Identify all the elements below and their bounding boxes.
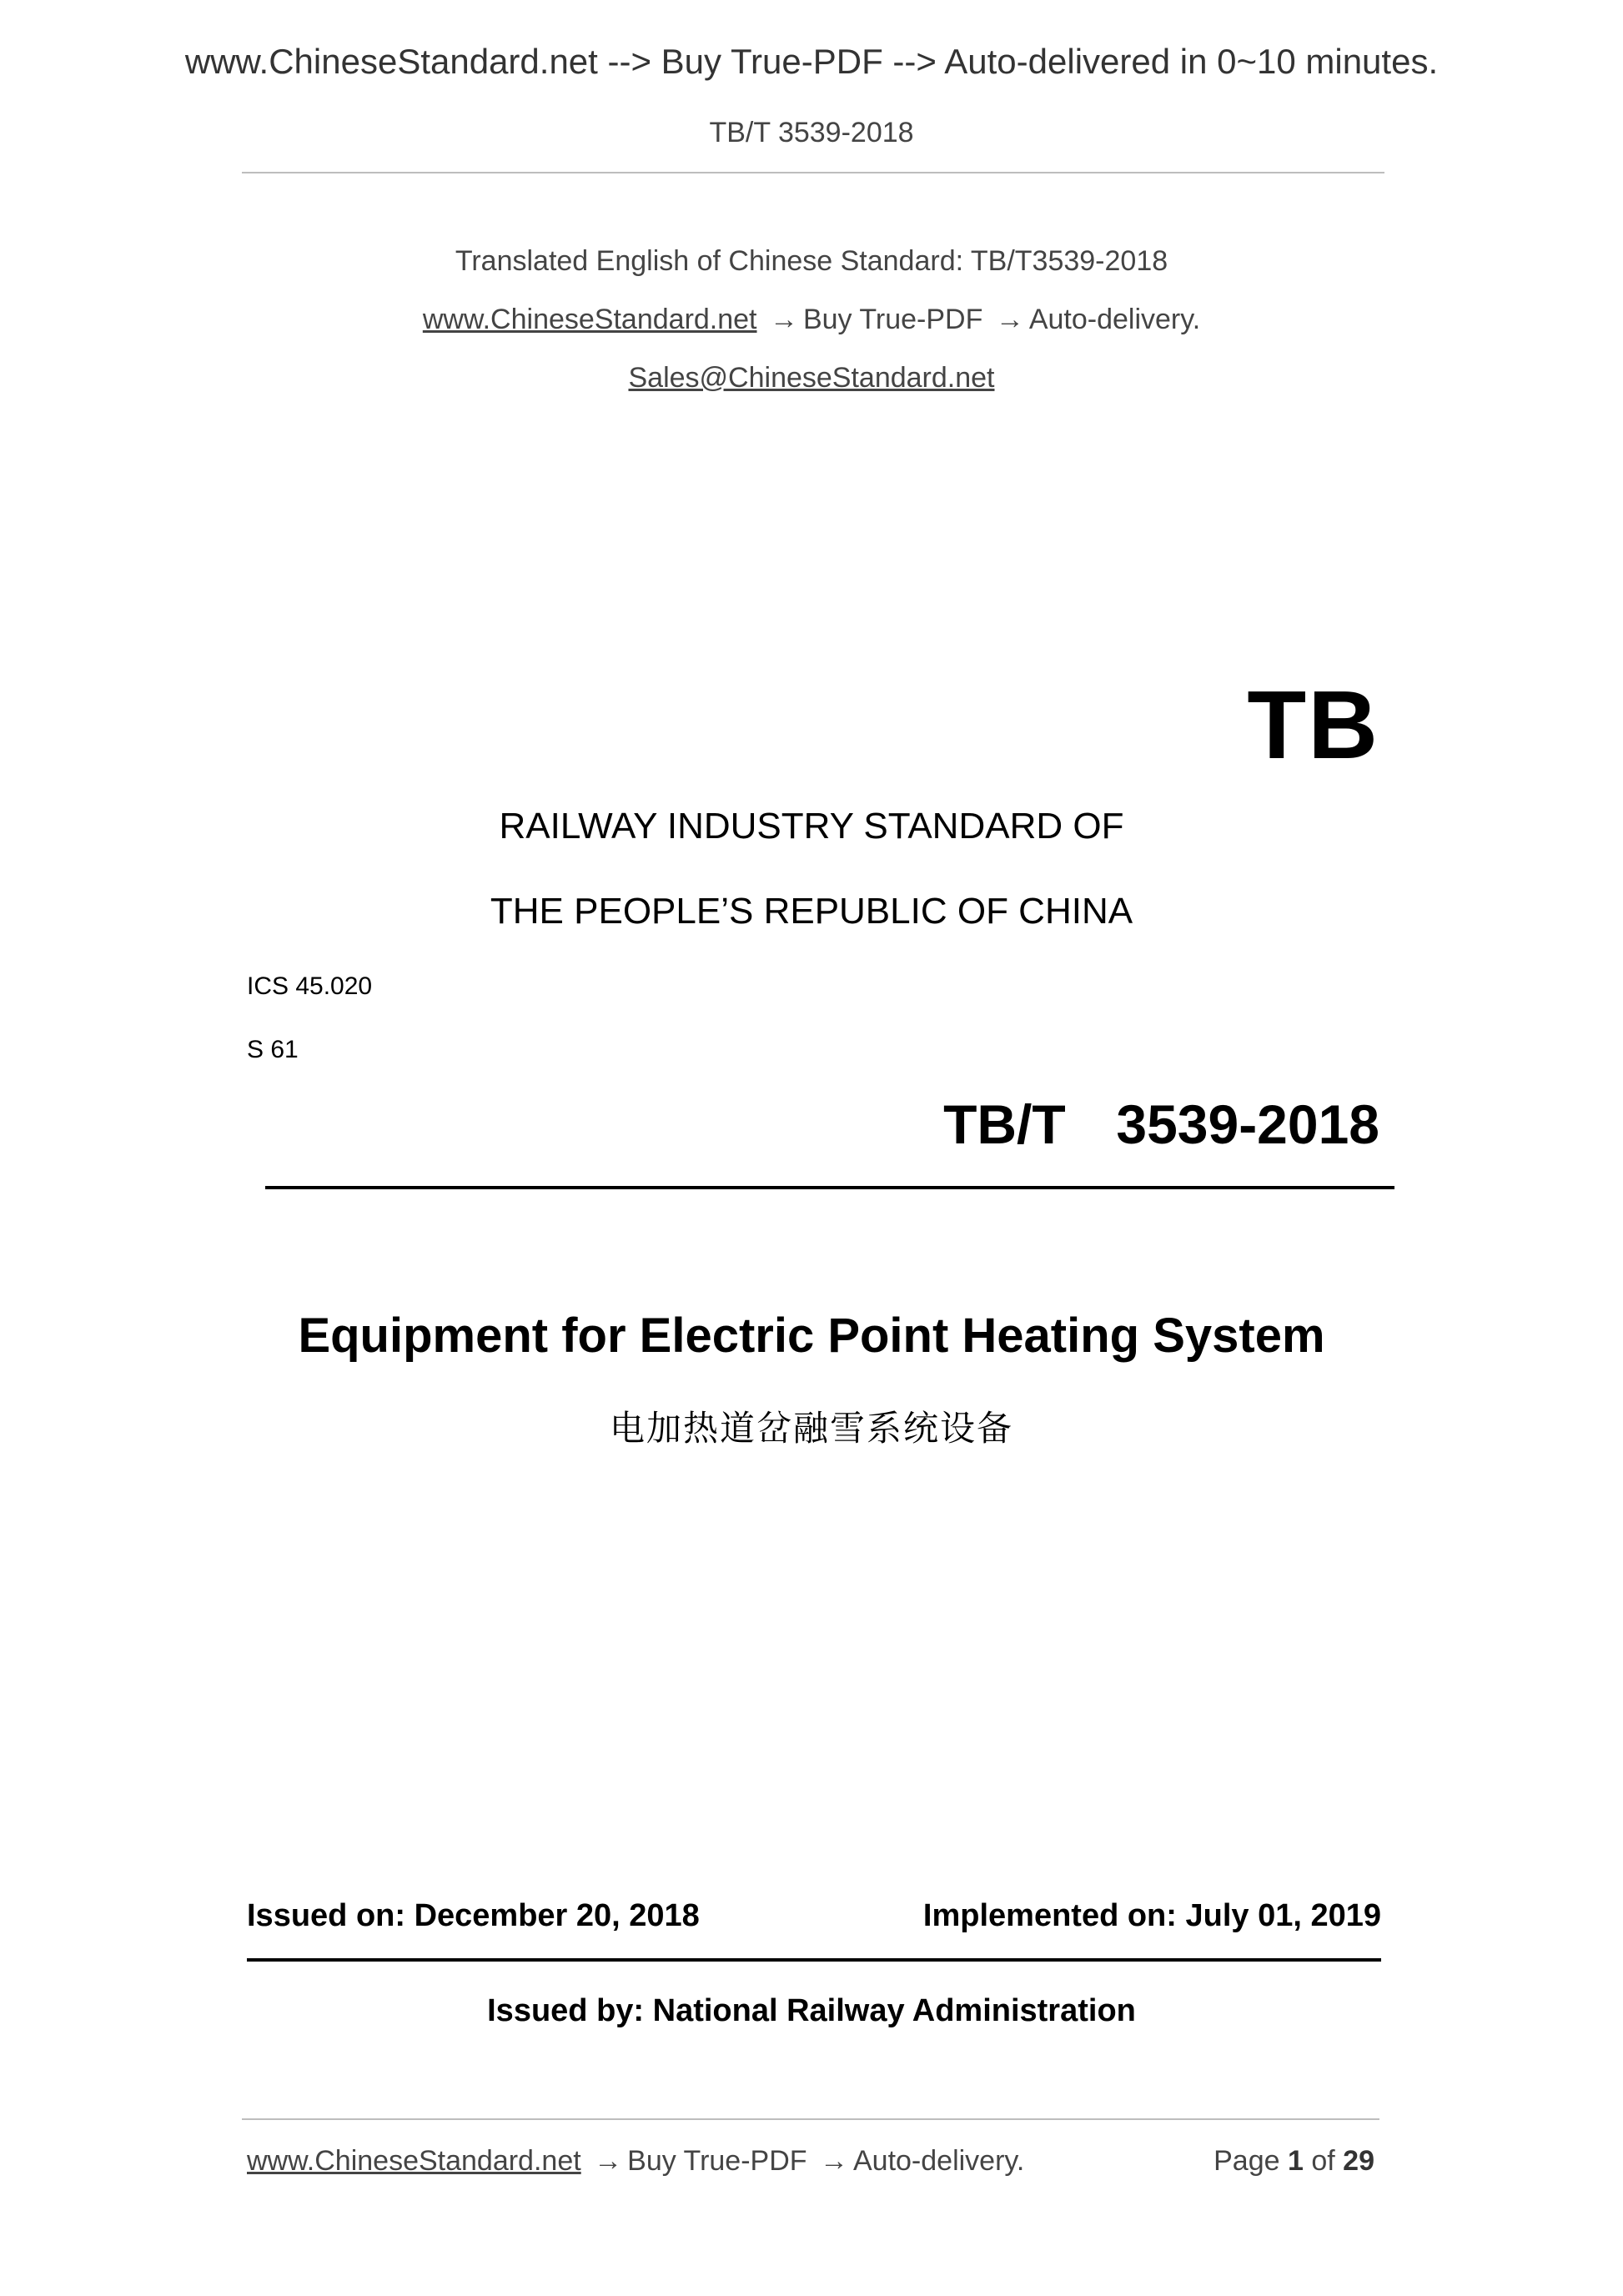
header-divider	[242, 172, 1384, 173]
implemented-on-date: Implemented on: July 01, 2019	[922, 1898, 1381, 1933]
ccs-code: S 61	[247, 1036, 299, 1063]
page-label: Page	[1213, 2145, 1280, 2177]
document-title-cn: 电加热道岔融雪系统设备	[609, 1408, 1013, 1449]
of-label: of	[1311, 2145, 1335, 2177]
sales-email-link[interactable]: Sales@ChineseStandard.net	[628, 362, 995, 394]
top-banner: www.ChineseStandard.net --> Buy True-PDF --> Auto-delivered in 0~10 minutes.	[184, 42, 1439, 81]
site-link[interactable]: www.ChineseStandard.net	[422, 304, 757, 335]
ics-code: ICS 45.020	[247, 972, 373, 1000]
page-current: 1	[1287, 2145, 1304, 2177]
arrow-right-icon: →	[995, 304, 1024, 335]
arrow-right-icon: →	[769, 304, 798, 335]
delivery-line	[0, 304, 1623, 336]
email-line	[0, 362, 1623, 394]
page-indicator	[1213, 2145, 1374, 2178]
industry-title-line-1: RAILWAY INDUSTRY STANDARD OF	[499, 806, 1124, 847]
auto-delivery-text: Auto-delivery.	[1028, 304, 1201, 335]
issued-by: Issued by: National Railway Administration	[487, 1993, 1136, 2028]
footer-auto-delivery-text: Auto-delivery.	[852, 2145, 1025, 2177]
arrow-right-icon: →	[594, 2145, 623, 2177]
industry-title-line-2: THE PEOPLE’S REPUBLIC OF CHINA	[490, 891, 1133, 932]
issued-on-date: Issued on: December 20, 2018	[247, 1898, 700, 1933]
footer-site-link[interactable]: www.ChineseStandard.net	[247, 2145, 581, 2177]
document-title-en: Equipment for Electric Point Heating System	[298, 1309, 1325, 1363]
buy-pdf-text: Buy True-PDF	[802, 304, 983, 335]
header-doc-code: TB/T 3539-2018	[709, 117, 914, 148]
page-total: 29	[1343, 2145, 1374, 2177]
dates-divider	[247, 1958, 1381, 1962]
footer-links	[247, 2145, 1024, 2178]
footer-divider	[242, 2118, 1379, 2120]
arrow-right-icon: →	[819, 2145, 848, 2177]
standard-number-divider	[265, 1186, 1394, 1189]
standard-number: TB/T 3539-2018	[943, 1093, 1379, 1155]
translated-notice: Translated English of Chinese Standard: TB/T3539-2018	[455, 245, 1168, 277]
footer-buy-pdf-text: Buy True-PDF	[627, 2145, 807, 2177]
standard-mark: TB	[1247, 671, 1379, 779]
